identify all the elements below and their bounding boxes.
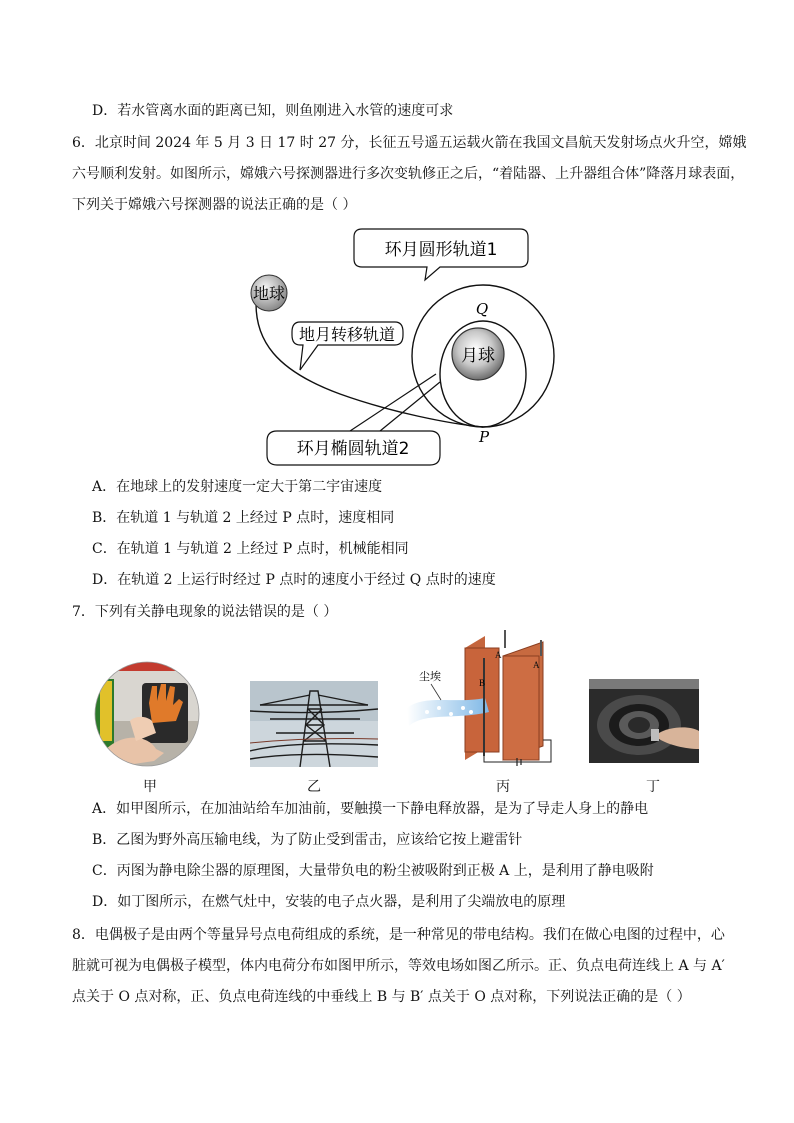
- q7-option-d: D．如丁图所示，在燃气灶中，安装的电子点火器，是利用了尖端放电的原理: [92, 894, 566, 910]
- label-Q: Q: [475, 300, 489, 318]
- q5-option-d: D．若水管离水面的距离已知，则鱼刚进入水管的速度可求: [92, 103, 454, 119]
- static-discharger-photo: [94, 661, 200, 767]
- q6-option-d: D．在轨道 2 上运行时经过 P 点时的速度小于经过 Q 点时的速度: [92, 572, 496, 588]
- earth-label: 地球: [252, 284, 286, 303]
- electrostatic-precipitator-diagram: [405, 628, 565, 768]
- caption-jia: 甲: [143, 779, 157, 795]
- q8-stem-line1: 8．电偶极子是由两个等量异号点电荷组成的系统，是一种常见的带电结构。我们在做心电图的过程中，心: [72, 927, 725, 943]
- moon-label: 月球: [461, 346, 495, 366]
- label-P: P: [478, 428, 490, 446]
- plate-a-label-2: A: [533, 660, 540, 670]
- q7-option-a: A．如甲图所示，在加油站给车加油前，要触摸一下静电释放器，是为了导走人身上的静电: [92, 801, 649, 817]
- dust-label: 尘埃: [419, 670, 441, 683]
- gas-stove-photo: [589, 679, 699, 763]
- label-orbit-2: 环月椭圆轨道2: [296, 439, 410, 459]
- q6-option-a: A．在地球上的发射速度一定大于第二宇宙速度: [92, 479, 383, 495]
- q6-option-b: B．在轨道 1 与轨道 2 上经过 P 点时，速度相同: [92, 510, 395, 526]
- q7-option-b: B．乙图为野外高压输电线，为了防止受到雷击，应该给它按上避雷针: [92, 832, 523, 848]
- label-orbit-1: 环月圆形轨道1: [384, 240, 498, 260]
- power-tower-photo: [250, 681, 378, 767]
- q7-option-c: C．丙图为静电除尘器的原理图，大量带负电的粉尘被吸附到正极 A 上，是利用了静电吸附: [92, 863, 654, 879]
- label-transfer: 地月转移轨道: [298, 325, 396, 344]
- q6-stem-line2: 六号顺利发射。如图所示，嫦娥六号探测器进行多次变轨修正之后，“着陆器、上升器组合体”降落月球表面，: [72, 166, 745, 182]
- caption-yi: 乙: [307, 779, 321, 795]
- plate-a-label-1: A: [495, 650, 502, 660]
- q6-option-c: C．在轨道 1 与轨道 2 上经过 P 点时，机械能相同: [92, 541, 409, 557]
- caption-ding: 丁: [646, 779, 660, 795]
- q6-stem-line1: 6．北京时间 2024 年 5 月 3 日 17 时 27 分，长征五号遥五运载火箭在我国文昌航天发射场点火升空，嫦娥: [72, 135, 747, 151]
- q8-stem-line3: 点关于 O 点对称，正、负点电荷连线的中垂线上 B 与 B′ 点关于 O 点对称，下列说法正确的是（ ）: [72, 989, 691, 1005]
- caption-bing: 丙: [496, 779, 510, 795]
- lunar-orbit-diagram: [240, 222, 570, 472]
- q7-stem: 7．下列有关静电现象的说法错误的是（ ）: [72, 604, 338, 620]
- q6-stem-line3: 下列关于嫦娥六号探测器的说法正确的是（ ）: [72, 197, 357, 213]
- plate-b-label: B: [479, 678, 486, 688]
- q8-stem-line2: 脏就可视为电偶极子模型，体内电荷分布如图甲所示，等效电场如图乙所示。正、负点电荷连线上 A 与 A′: [72, 958, 725, 974]
